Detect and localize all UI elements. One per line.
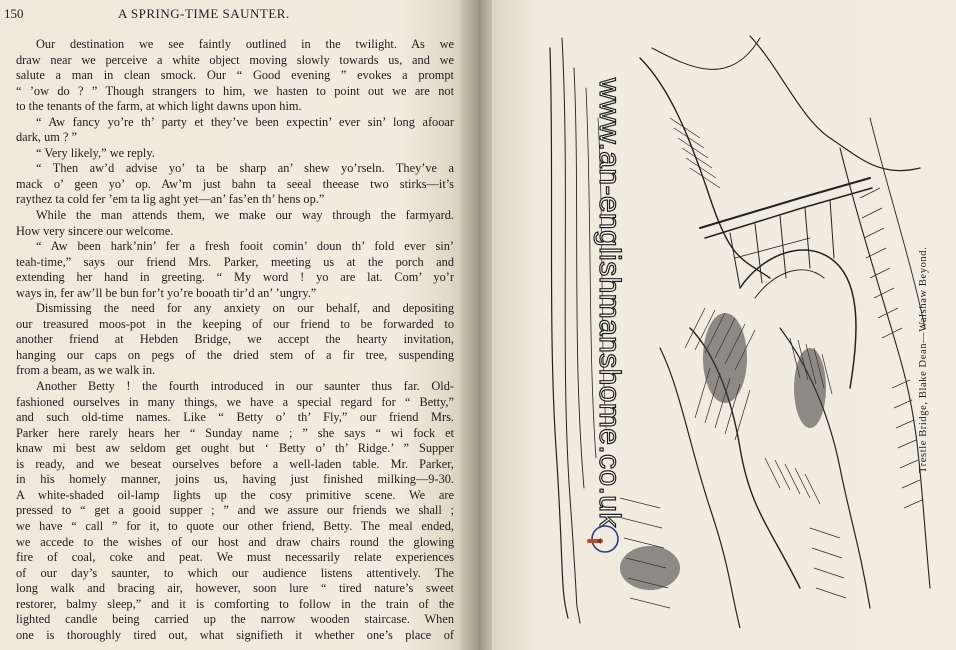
text-line: raythez ta cold fer ’em ta lig aght yet—an’ fas’en th’ hens op.” xyxy=(16,192,325,207)
watermark-text: www.an-englishmanshome.co.uk xyxy=(593,78,626,528)
page-header xyxy=(0,6,460,22)
text-line: pressed to “ get a gooid supper ; ” and we assure our friends we shall ; xyxy=(16,503,454,518)
text-line: in his homely manner, joins us, having just finished milking—9-30. xyxy=(16,472,454,487)
text-line: teah-time,” says our friend Mrs. Parker, meeting us at the porch and xyxy=(16,254,454,269)
body-text xyxy=(16,37,454,643)
text-line: “ Aw been hark’nin’ fer a fresh fooit comin’ doun th’ fold ever sin’ xyxy=(36,239,454,254)
text-line: mack o’ geen yo’ op. Aw’m just bahn ta seeal theease two stirks—it’s xyxy=(16,176,454,191)
text-line: from a beam, as we walk in. xyxy=(16,363,156,378)
text-line: While the man attends them, we make our way through the farmyard. xyxy=(36,208,454,223)
text-line: we have “ call ” for it, to quote our other friend, Betty. The meal ended, xyxy=(16,518,454,533)
text-line: another friend at Hebden Bridge, we accept the hearty invitation, xyxy=(16,332,454,347)
text-line: long walk and bracing air, however, soon lure “ tired nature’s sweet xyxy=(16,581,454,596)
text-line: our treasured moos-pot in the keeping of our friend to be forwarded to xyxy=(16,316,454,331)
text-line: ways in, fer aw’ll be bun for’t yo’re booath tir’d an’ ’ungry.” xyxy=(16,285,317,300)
text-line: restorer, balmy sleep,” and it is comforting to follow in the train of the xyxy=(16,596,454,611)
running-head: A SPRING-TIME SAUNTER. xyxy=(118,6,290,21)
watermark-pen-icon xyxy=(583,521,623,561)
illustration-caption: Trestle Bridge, Blake Dean—Walshaw Beyond. xyxy=(918,246,929,474)
text-line: Another Betty ! the fourth introduced in our saunter thus far. Old- xyxy=(36,379,454,394)
text-line: extending her hand in greeting. “ My word ! yo are lat. Com’ yo’r xyxy=(16,270,454,285)
text-line: salute a man in clean smock. Our “ Good evening ” evokes a prompt xyxy=(16,68,454,83)
page-number: 150 xyxy=(4,6,24,21)
text-line: is ready, and we beseat ourselves before a well-laden table. Mr. Parker, xyxy=(16,456,454,471)
text-line: Dismissing the need for any anxiety on our behalf, and depositing xyxy=(36,301,454,316)
text-line: dark, um ? ” xyxy=(16,130,78,145)
text-line: knaw mi best aw seldom get ought but ‘ Betty o’ th’ Ridge.’ ” Supper xyxy=(16,441,454,456)
text-line: and such old-time names. Like “ Betty o’ th’ Fly,” our friend Mrs. xyxy=(16,410,454,425)
text-line: to the tenants of the farm, at which light dawns upon him. xyxy=(16,99,302,114)
text-line: lighted candle being carried up the narrow wooden staircase. When xyxy=(16,612,454,627)
text-line: Parker here rarely hears her “ Sunday name ; ” she says “ wi fock et xyxy=(16,425,454,440)
book-gutter xyxy=(460,0,496,650)
text-line: of our day’s saunter, to which our audience listens attentively. The xyxy=(16,565,454,580)
text-line: fire of coal, coke and peat. We must necessarily relate experiences xyxy=(16,550,454,565)
text-line: Our destination we see faintly outlined in the twilight. As we xyxy=(36,37,454,51)
text-line: How very sincere our welcome. xyxy=(16,223,174,238)
text-line: “ Aw fancy yo’re th’ party et they’ve been expectin’ ever sin’ long afooar xyxy=(36,114,454,129)
text-line: hanging our caps on pegs of the dried stem of a fir tree, suspending xyxy=(16,347,454,362)
text-line: draw near we perceive a white object moving slowly towards us, and we xyxy=(16,52,454,67)
text-line: “ Then aw’d advise yo’ ta be sharp an’ shew yo’rseln. They’ve a xyxy=(36,161,454,176)
text-line: A white-shaded oil-lamp lights up the cosy primitive scene. We are xyxy=(16,487,454,502)
text-line: fashioned ourselves in many things, we have a special regard for “ Betty,” xyxy=(16,394,454,409)
text-line: one is thoroughly tired out, what signifieth it whether one’s place of xyxy=(16,627,454,642)
text-line: we accede to the wishes of our host and draw chairs round the glowing xyxy=(16,534,454,549)
text-line: “ Very likely,” we reply. xyxy=(36,145,155,160)
left-page xyxy=(0,0,468,650)
text-line: “ ’ow do ? ” Though strangers to him, we hasten to point out we are not xyxy=(16,83,454,98)
